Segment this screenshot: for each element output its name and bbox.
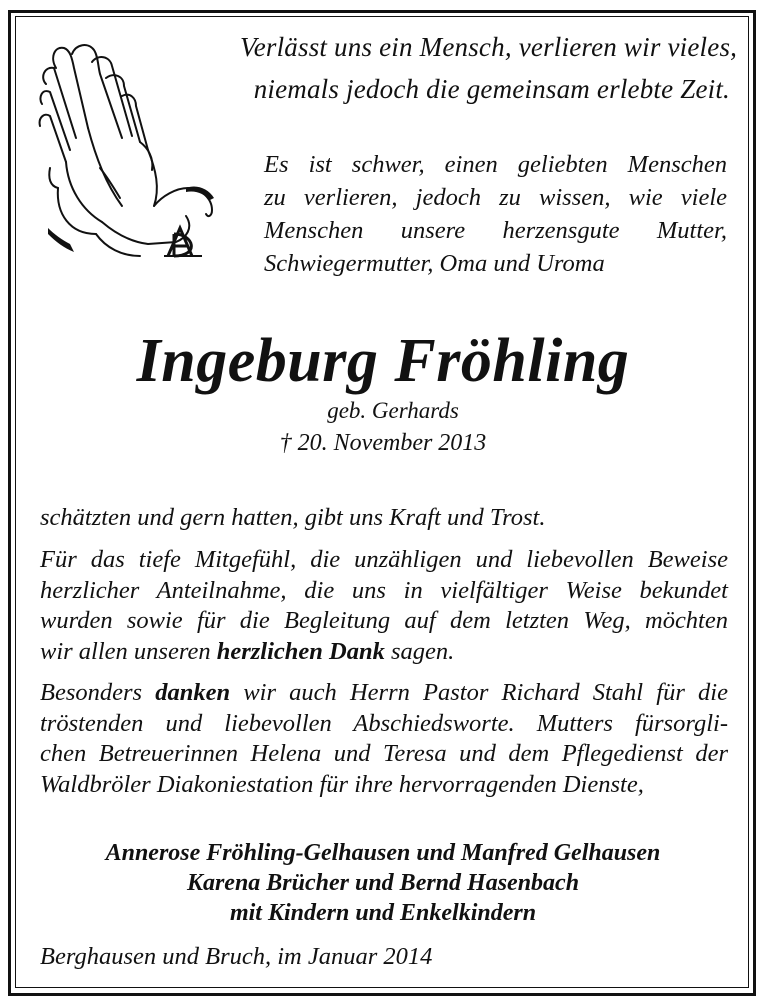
paragraph-line: chen Betreuerinnen Helena und Teresa und dem Pflegedienst der: [40, 740, 728, 767]
paragraph-line: herzlicher Anteilnahme, die uns in vielfältiger Weise bekundet: [40, 576, 728, 604]
death-date: † 20. November 2013: [279, 430, 487, 456]
paragraph-line: Waldbröler Diakoniestation für ihre hervorragenden Dienste,: [40, 770, 644, 798]
signature-line: mit Kindern und Enkelkindern: [229, 900, 537, 926]
paragraph-thanks: [40, 545, 728, 667]
quote-line-2: niemals jedoch die gemeinsam erlebte Zeit.: [253, 74, 730, 104]
intro-line: Es ist schwer, einen geliebten Menschen: [264, 151, 727, 178]
intro-text: [264, 148, 727, 280]
paragraph-line: Für das tiefe Mitgefühl, die unzähligen und liebevollen Beweise: [40, 546, 728, 573]
deceased-name: Ingeburg Fröhling: [136, 327, 630, 395]
paragraph-trost: [40, 503, 728, 534]
text-run: sagen.: [384, 637, 455, 665]
paragraph-line: schätzten und gern hatten, gibt uns Kraft und Trost.: [40, 504, 546, 531]
intro-line: Schwiegermutter, Oma und Uroma: [264, 250, 605, 277]
paragraph-line: [40, 637, 728, 668]
signature-line: Annerose Fröhling-Gelhausen und Manfred Gelhausen: [105, 840, 661, 866]
paragraph-line: tröstenden und liebevollen Abschiedsworte. Mutters fürsorgli-: [40, 709, 728, 737]
emphasis-text: danken: [155, 679, 231, 706]
quote-line-1: Verlässt uns ein Mensch, verlieren wir vieles,: [240, 32, 738, 62]
praying-hands-icon: [36, 38, 218, 260]
text-run: Besonders: [40, 679, 156, 706]
intro-line: Menschen unsere herzensgute Mutter,: [264, 217, 727, 244]
paragraph-line: wurden sowie für die Begleitung auf dem letzten Weg, möchten: [40, 607, 728, 634]
birth-name: geb. Gerhards: [327, 398, 459, 423]
text-run: wir auch Herrn Pastor Richard Stahl für die: [230, 679, 728, 706]
text-run: wir allen unseren: [40, 637, 217, 665]
emphasis-text: herzlichen Dank: [216, 637, 385, 665]
signature-line: Karena Brücher und Bernd Hasenbach: [186, 870, 580, 896]
paragraph-line: [40, 678, 728, 709]
place-date: Berghausen und Bruch, im Januar 2014: [40, 943, 433, 970]
intro-line: zu verlieren, jedoch zu wissen, wie viele: [264, 184, 727, 211]
paragraph-special-thanks: [40, 678, 728, 800]
